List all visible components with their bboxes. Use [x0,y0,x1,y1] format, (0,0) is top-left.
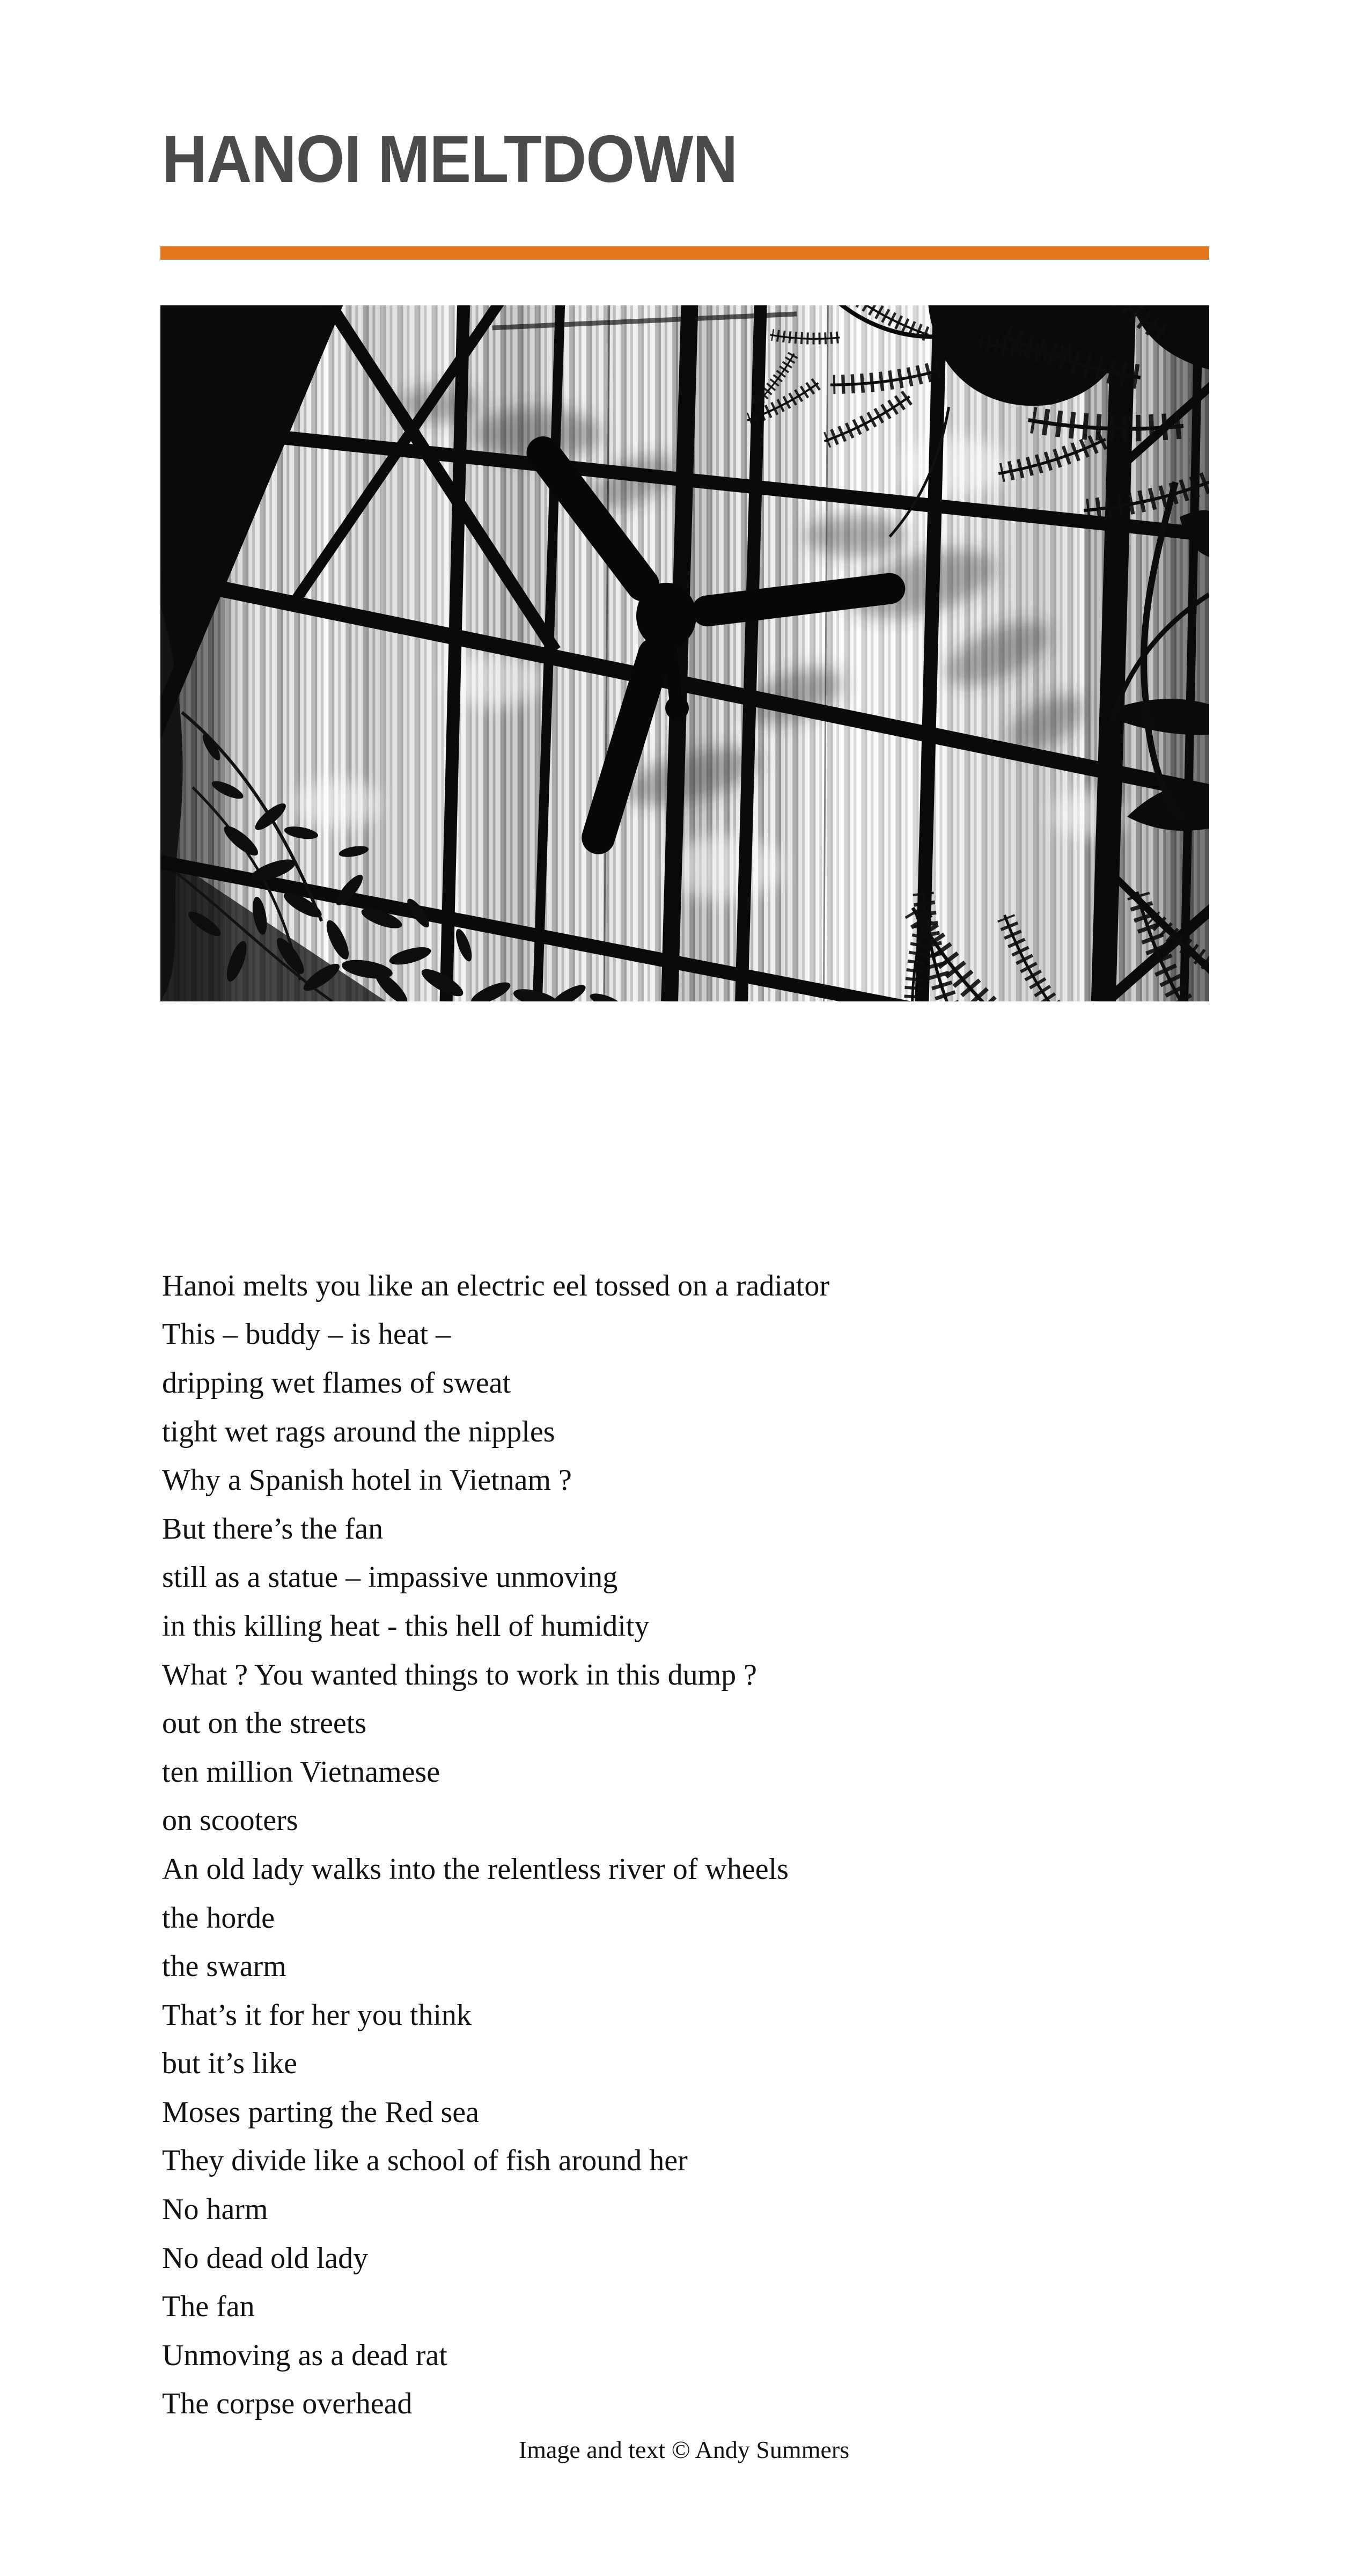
poem-line: in this killing heat - this hell of humidity [162,1609,650,1643]
page-title: HANOI MELTDOWN [162,122,738,196]
poem-line: What ? You wanted things to work in this dump ? [162,1658,757,1692]
poem-line: the swarm [162,1950,286,1984]
poem-line: Moses parting the Red sea [162,2095,479,2129]
poem-line: tight wet rags around the nipples [162,1415,555,1448]
poem-line: but it’s like [162,2047,297,2081]
poem-line: This – buddy – is heat – [162,1318,451,1351]
poem-line: still as a statue – impassive unmoving [162,1561,618,1594]
poem-text [162,1116,829,2428]
poem-line: But there’s the fan [162,1512,384,1546]
poem-line: No harm [162,2193,268,2227]
poem-line: The fan [162,2290,255,2324]
poem-line: out on the streets [162,1707,367,1740]
poem-line: Hanoi melts you like an electric eel tossed on a radiator [162,1269,830,1302]
poem-line: The corpse overhead [162,2387,413,2421]
poem-line: the horde [162,1901,275,1935]
poem-line: dripping wet flames of sweat [162,1366,511,1400]
hanoi-fan-photo [160,305,1209,1001]
poem-line: Why a Spanish hotel in Vietnam ? [162,1463,572,1497]
poem-line: An old lady walks into the relentless river of wheels [162,1852,789,1886]
poem-line: No dead old lady [162,2241,369,2275]
copyright-credit: Image and text © Andy Summers [518,2436,850,2463]
poem-line: They divide like a school of fish around her [162,2144,688,2178]
poem-line: ten million Vietnamese [162,1755,440,1789]
poem-line: Unmoving as a dead rat [162,2338,447,2372]
poem-line: on scooters [162,1804,298,1838]
poem-line: That’s it for her you think [162,1998,472,2032]
accent-rule [160,246,1209,260]
photo-illustration [160,305,1209,1001]
